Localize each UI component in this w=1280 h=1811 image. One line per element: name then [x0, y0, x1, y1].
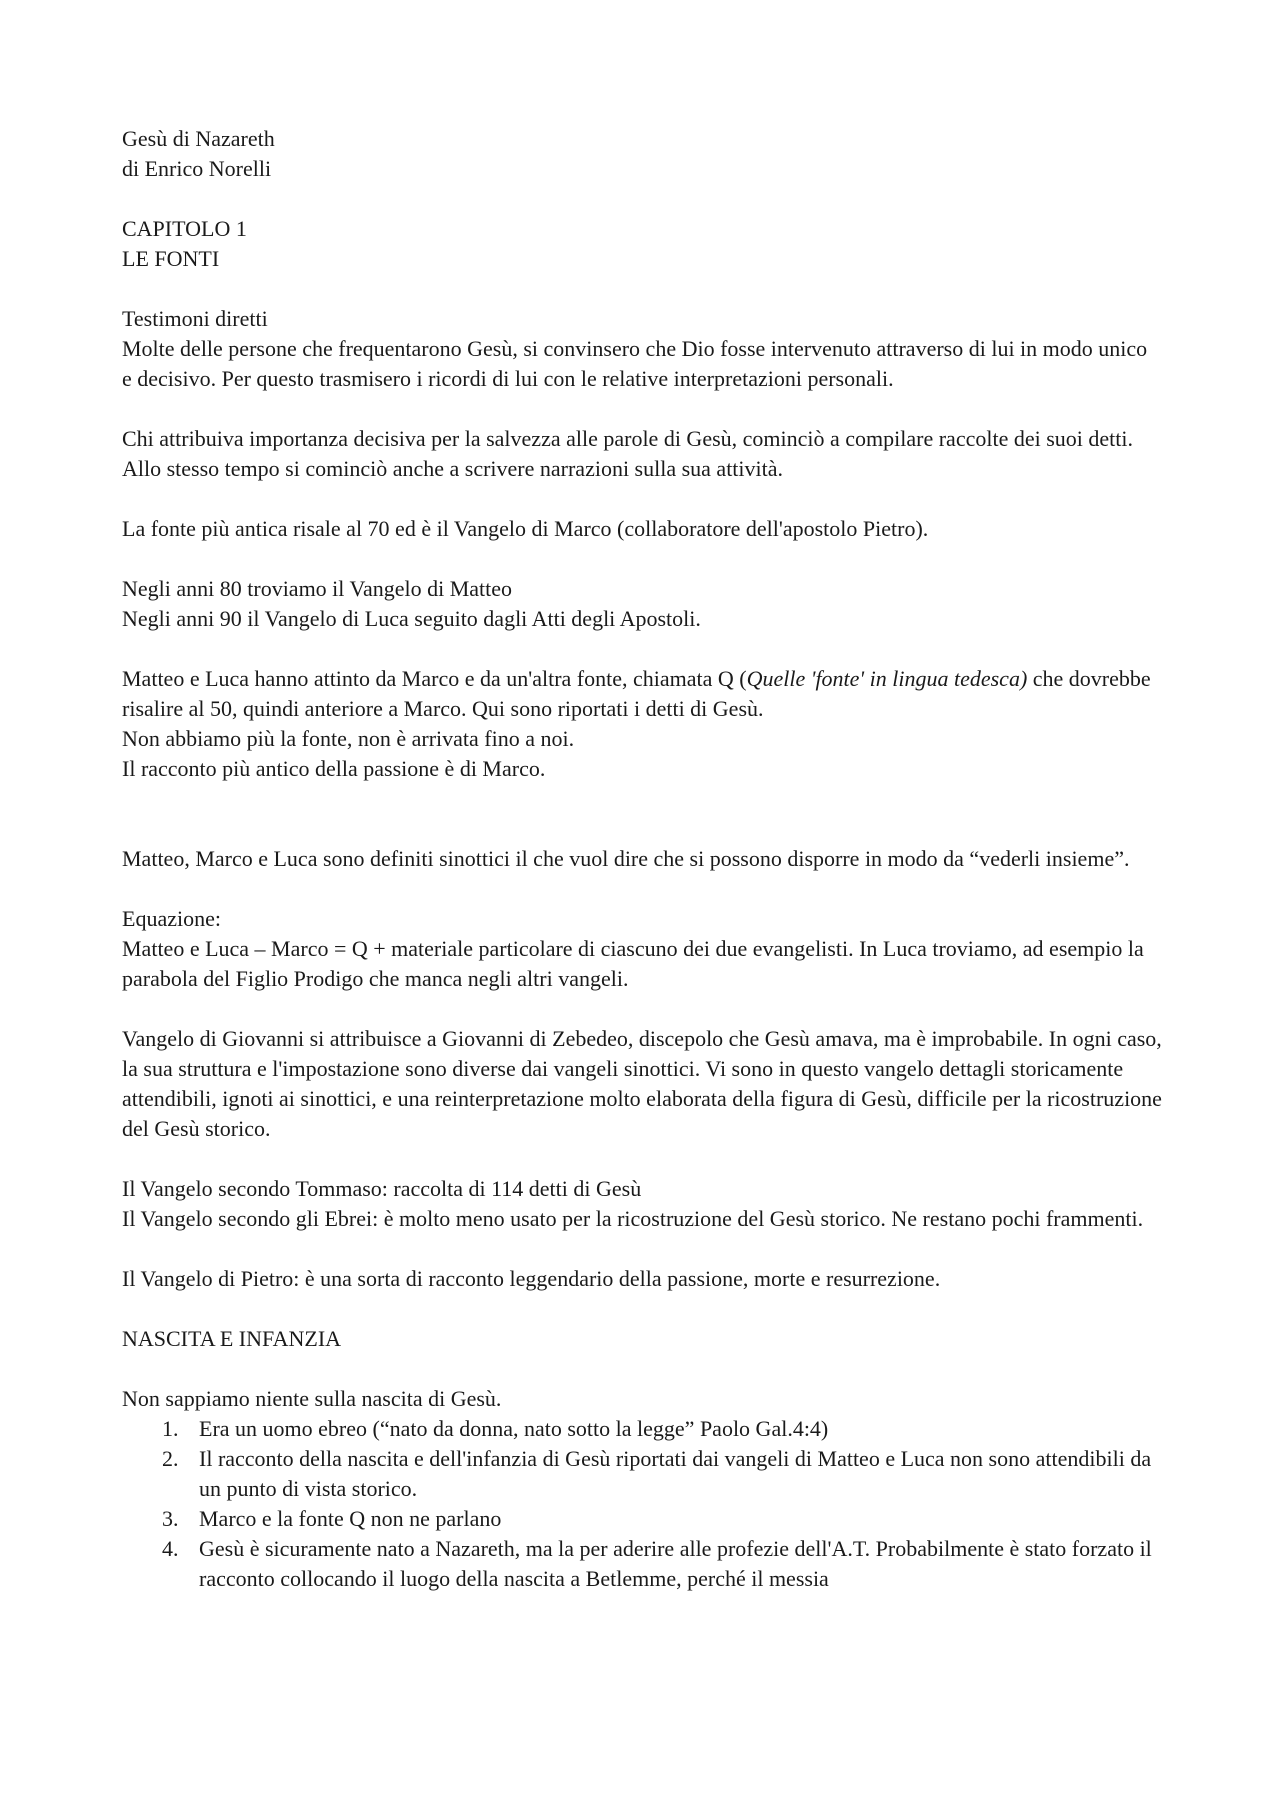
paragraph-text: che dovrebbe risalire al 50, quindi anteriore a Marco. Qui sono riportati i detti di Gesù.	[122, 666, 1151, 721]
paragraph: Chi attribuiva importanza decisiva per la salvezza alle parole di Gesù, cominciò a compilare raccolte dei suoi detti. Allo stesso tempo si cominciò anche a scrivere narrazioni sulla sua attività.	[122, 426, 1133, 481]
document-author: di Enrico Norelli	[122, 156, 272, 181]
list-number: 4.	[162, 1536, 179, 1561]
list-item-text: Marco e la fonte Q non ne parlano	[199, 1506, 502, 1531]
paragraph: Vangelo di Giovanni si attribuisce a Giovanni di Zebedeo, discepolo che Gesù amava, ma è improbabile. In ogni caso, la sua struttura e l'impostazione sono diverse dai vangeli sinottici. Vi sono in questo vangelo dettagli storicamente attendibili, ignoti ai sinottici, e una reinterpretazione molto elaborata della figura di Gesù, difficile per la ricostruzione del Gesù storico.	[122, 1026, 1162, 1141]
numbered-list	[122, 1414, 1162, 1594]
paragraph: Negli anni 80 troviamo il Vangelo di Matteo	[122, 576, 513, 601]
paragraph: Equazione:	[122, 906, 221, 931]
list-number: 3.	[162, 1506, 179, 1531]
list-item-text: Gesù è sicuramente nato a Nazareth, ma la per aderire alle profezie dell'A.T. Probabilmente è stato forzato il racconto collocando il luogo della nascita a Betlemme, perché il messia	[199, 1536, 1152, 1591]
section-heading: NASCITA E INFANZIA	[122, 1326, 342, 1351]
document-page	[122, 124, 1162, 1594]
list-item-text: Era un uomo ebreo (“nato da donna, nato sotto la legge” Paolo Gal.4:4)	[199, 1416, 829, 1441]
paragraph: Non sappiamo niente sulla nascita di Gesù.	[122, 1386, 502, 1411]
document-title: Gesù di Nazareth	[122, 126, 275, 151]
list-item	[122, 1414, 1162, 1444]
list-item	[122, 1444, 1162, 1504]
chapter-number: CAPITOLO 1	[122, 216, 247, 241]
paragraph: La fonte più antica risale al 70 ed è il Vangelo di Marco (collaboratore dell'apostolo Pietro).	[122, 516, 929, 541]
italic-text: Quelle 'fonte' in lingua tedesca)	[746, 666, 1028, 691]
chapter-title: LE FONTI	[122, 246, 220, 271]
paragraph-text: Matteo e Luca hanno attinto da Marco e da un'altra fonte, chiamata Q (	[122, 666, 747, 691]
paragraph: Molte delle persone che frequentarono Gesù, si convinsero che Dio fosse intervenuto attraverso di lui in modo unico e decisivo. Per questo trasmisero i ricordi di lui con le relative interpretazioni personali.	[122, 336, 1148, 391]
section-heading: Testimoni diretti	[122, 306, 268, 331]
list-item-text: Il racconto della nascita e dell'infanzia di Gesù riportati dai vangeli di Matteo e Luca non sono attendibili da un punto di vista storico.	[199, 1446, 1152, 1501]
list-number: 1.	[162, 1416, 179, 1441]
paragraph: Il Vangelo secondo gli Ebrei: è molto meno usato per la ricostruzione del Gesù storico. Ne restano pochi frammenti.	[122, 1206, 1144, 1231]
paragraph: Il racconto più antico della passione è di Marco.	[122, 756, 546, 781]
paragraph: Non abbiamo più la fonte, non è arrivata fino a noi.	[122, 726, 575, 751]
paragraph: Il Vangelo secondo Tommaso: raccolta di 114 detti di Gesù	[122, 1176, 642, 1201]
list-number: 2.	[162, 1446, 179, 1471]
paragraph: Negli anni 90 il Vangelo di Luca seguito dagli Atti degli Apostoli.	[122, 606, 701, 631]
paragraph: Matteo, Marco e Luca sono definiti sinottici il che vuol dire che si possono disporre in modo da “vederli insieme”.	[122, 846, 1130, 871]
paragraph: Il Vangelo di Pietro: è una sorta di racconto leggendario della passione, morte e resurrezione.	[122, 1266, 941, 1291]
list-item	[122, 1504, 1162, 1534]
paragraph	[122, 664, 1162, 724]
list-item	[122, 1534, 1162, 1594]
paragraph: Matteo e Luca – Marco = Q + materiale particolare di ciascuno dei due evangelisti. In Luca troviamo, ad esempio la parabola del Figlio Prodigo che manca negli altri vangeli.	[122, 936, 1144, 991]
